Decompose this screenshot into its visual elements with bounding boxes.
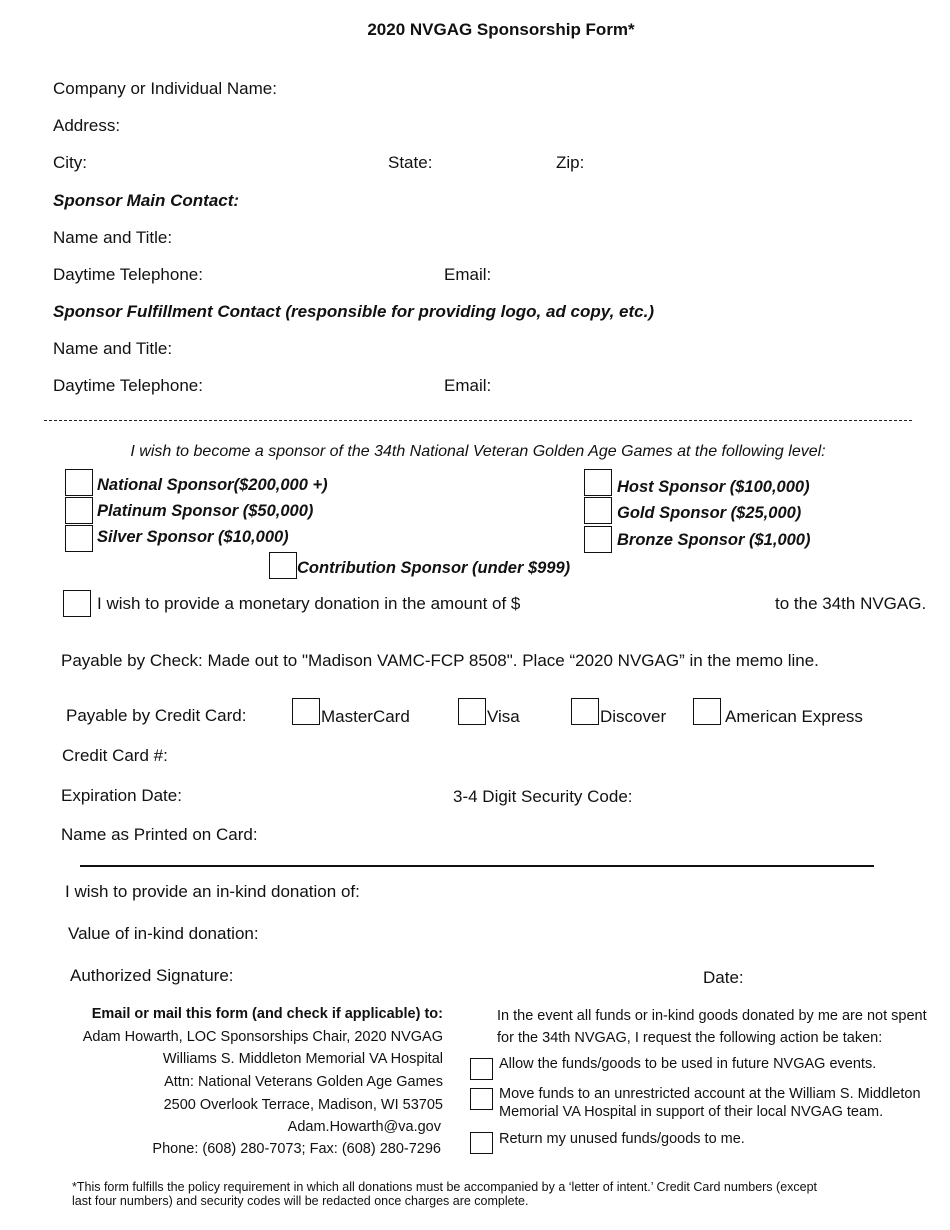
discover-checkbox[interactable] bbox=[571, 698, 599, 725]
dashed-divider bbox=[44, 420, 912, 421]
mailing-email: Adam.Howarth@va.gov bbox=[287, 1119, 441, 1135]
bronze-sponsor-label: Bronze Sponsor ($1,000) bbox=[617, 531, 811, 549]
company-name-label: Company or Individual Name: bbox=[53, 79, 277, 98]
platinum-sponsor-checkbox[interactable] bbox=[65, 497, 93, 524]
state-label: State: bbox=[388, 153, 433, 172]
date-label: Date: bbox=[703, 968, 744, 987]
main-contact-name-title-label: Name and Title: bbox=[53, 228, 173, 247]
zip-label: Zip: bbox=[556, 153, 585, 172]
monetary-donation-suffix: to the 34th NVGAG. bbox=[775, 594, 927, 613]
city-label: City: bbox=[53, 153, 87, 172]
expiration-date-label: Expiration Date: bbox=[61, 786, 182, 805]
inkind-value-label: Value of in-kind donation: bbox=[68, 924, 259, 943]
solid-divider bbox=[80, 865, 874, 867]
silver-sponsor-label: Silver Sponsor ($10,000) bbox=[97, 528, 289, 546]
return-funds-label: Return my unused funds/goods to me. bbox=[499, 1131, 745, 1147]
host-sponsor-label: Host Sponsor ($100,000) bbox=[617, 478, 810, 496]
discover-label: Discover bbox=[600, 707, 667, 726]
national-sponsor-checkbox[interactable] bbox=[65, 469, 93, 496]
silver-sponsor-checkbox[interactable] bbox=[65, 525, 93, 552]
credit-card-label: Payable by Credit Card: bbox=[66, 706, 247, 725]
move-funds-checkbox[interactable] bbox=[470, 1088, 493, 1110]
unspent-intro-line-2: for the 34th NVGAG, I request the following action be taken: bbox=[497, 1030, 883, 1046]
fulfillment-name-title-label: Name and Title: bbox=[53, 339, 173, 358]
gold-sponsor-label: Gold Sponsor ($25,000) bbox=[617, 504, 802, 522]
mailing-heading: Email or mail this form (and check if applicable) to: bbox=[91, 1006, 443, 1022]
main-contact-email-label: Email: bbox=[444, 265, 492, 284]
contribution-sponsor-checkbox[interactable] bbox=[269, 552, 297, 579]
footnote-line-1: *This form fulfills the policy requirement in which all donations must be accompanied by a ‘letter of intent.’ Credit Card numbers (except bbox=[72, 1180, 818, 1194]
authorized-signature-label: Authorized Signature: bbox=[70, 966, 234, 985]
future-events-checkbox[interactable] bbox=[470, 1058, 493, 1080]
american-express-label: American Express bbox=[725, 707, 863, 726]
mastercard-label: MasterCard bbox=[321, 707, 410, 726]
move-funds-label-line-2: Memorial VA Hospital in support of their local NVGAG team. bbox=[499, 1104, 884, 1120]
visa-checkbox[interactable] bbox=[458, 698, 486, 725]
contribution-sponsor-label: Contribution Sponsor (under $999) bbox=[297, 559, 571, 577]
future-events-label: Allow the funds/goods to be used in future NVGAG events. bbox=[499, 1056, 877, 1072]
unspent-intro-line-1: In the event all funds or in-kind goods donated by me are not spent bbox=[497, 1008, 927, 1024]
move-funds-label-line-1: Move funds to an unrestricted account at the William S. Middleton bbox=[499, 1086, 921, 1102]
page-title: 2020 NVGAG Sponsorship Form* bbox=[367, 20, 635, 39]
host-sponsor-checkbox[interactable] bbox=[584, 469, 612, 496]
monetary-donation-label: I wish to provide a monetary donation in the amount of $ bbox=[97, 594, 521, 613]
return-funds-checkbox[interactable] bbox=[470, 1132, 493, 1154]
inkind-donation-label: I wish to provide an in-kind donation of: bbox=[65, 882, 360, 901]
national-sponsor-label: National Sponsor($200,000 +) bbox=[97, 476, 328, 494]
security-code-label: 3-4 Digit Security Code: bbox=[453, 787, 633, 806]
address-label: Address: bbox=[53, 116, 121, 135]
american-express-checkbox[interactable] bbox=[693, 698, 721, 725]
monetary-donation-checkbox[interactable] bbox=[63, 590, 91, 617]
mailing-line: Attn: National Veterans Golden Age Games bbox=[164, 1074, 443, 1090]
credit-card-number-label: Credit Card #: bbox=[62, 746, 168, 765]
mailing-line: 2500 Overlook Terrace, Madison, WI 53705 bbox=[163, 1097, 443, 1113]
main-contact-phone-label: Daytime Telephone: bbox=[53, 265, 203, 284]
gold-sponsor-checkbox[interactable] bbox=[584, 497, 612, 524]
mailing-phone-fax: Phone: (608) 280-7073; Fax: (608) 280-7296 bbox=[152, 1141, 441, 1157]
check-payment-text: Payable by Check: Made out to "Madison VAMC-FCP 8508". Place “2020 NVGAG” in the memo line. bbox=[61, 651, 819, 670]
bronze-sponsor-checkbox[interactable] bbox=[584, 526, 612, 553]
name-on-card-label: Name as Printed on Card: bbox=[61, 825, 258, 844]
footnote-line-2: last four numbers) and security codes will be redacted once charges are complete. bbox=[72, 1194, 529, 1208]
mastercard-checkbox[interactable] bbox=[292, 698, 320, 725]
mailing-line: Williams S. Middleton Memorial VA Hospital bbox=[162, 1051, 443, 1067]
platinum-sponsor-label: Platinum Sponsor ($50,000) bbox=[97, 502, 314, 520]
main-contact-heading: Sponsor Main Contact: bbox=[53, 191, 240, 210]
fulfillment-phone-label: Daytime Telephone: bbox=[53, 376, 203, 395]
fulfillment-email-label: Email: bbox=[444, 376, 492, 395]
fulfillment-contact-heading: Sponsor Fulfillment Contact (responsible for providing logo, ad copy, etc.) bbox=[53, 302, 655, 321]
mailing-line: Adam Howarth, LOC Sponsorships Chair, 2020 NVGAG bbox=[82, 1029, 443, 1045]
visa-label: Visa bbox=[487, 707, 520, 726]
sponsor-level-intro: I wish to become a sponsor of the 34th National Veteran Golden Age Games at the following level: bbox=[130, 443, 826, 460]
